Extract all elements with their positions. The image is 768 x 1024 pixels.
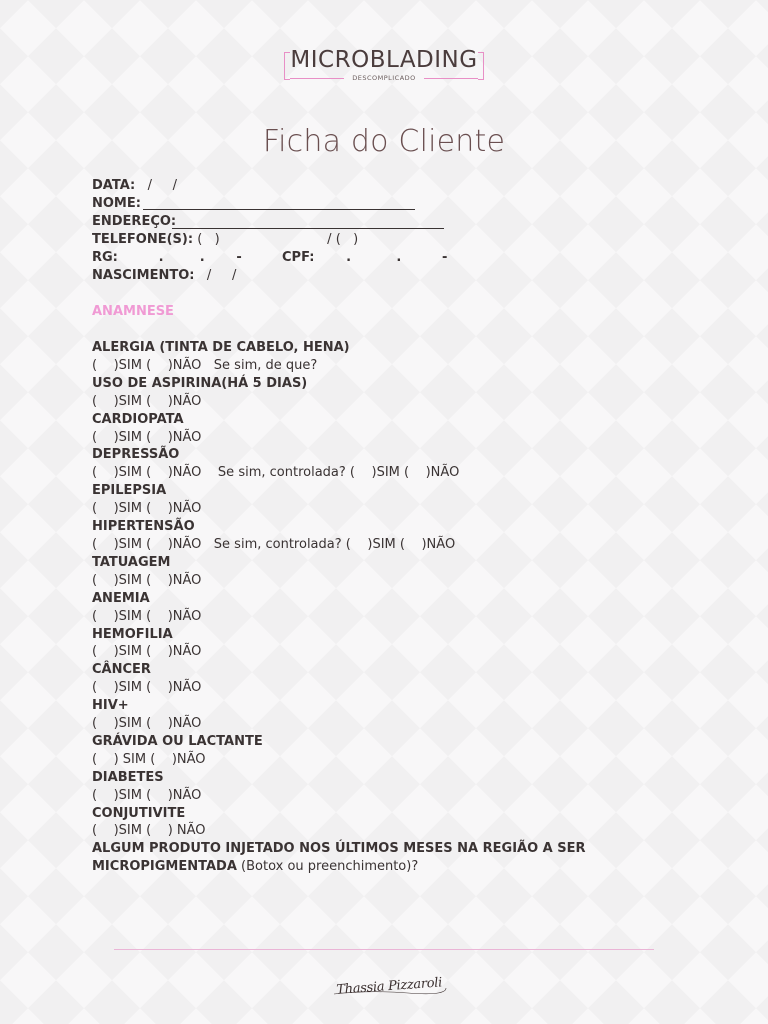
question-answer: ( )SIM ( )NÃO <box>92 501 202 517</box>
cpf-label: CPF: <box>282 250 315 265</box>
question-label: HIV+ <box>92 698 129 714</box>
logo-tagline: DESCOMPLICADO <box>352 74 416 82</box>
nome-field <box>92 195 141 212</box>
question-answer: ( )SIM ( )NÃO <box>92 680 202 696</box>
endereco-underline <box>172 228 444 229</box>
question-label: CARDIOPATA <box>92 411 184 427</box>
section-title-anamnese: ANAMNESE <box>92 304 174 319</box>
question-answer: ( )SIM ( )NÃO <box>92 608 202 624</box>
question-answer: ( )SIM ( )NÃO Se sim, controlada? ( )SIM ( )NÃO <box>92 465 460 481</box>
logo <box>284 46 484 84</box>
question-answer: ( )SIM ( ) NÃO <box>92 823 206 839</box>
question-label: CÂNCER <box>92 662 151 678</box>
data-value: / / <box>135 178 178 193</box>
question-answer: ( )SIM ( )NÃO <box>92 393 202 409</box>
final-question-line2 <box>92 858 712 876</box>
telefone-label: TELEFONE(S): <box>92 232 194 247</box>
final-question-bold: MICROPIGMENTADA <box>92 859 237 875</box>
question-label: TATUAGEM <box>92 554 171 570</box>
question-answer: ( )SIM ( )NÃO <box>92 644 202 660</box>
signature-image <box>330 962 450 1002</box>
anamnese-list <box>92 339 712 876</box>
question-label: DIABETES <box>92 769 164 785</box>
telefone-value: ( ) / ( ) <box>193 232 359 247</box>
nascimento-field <box>92 267 236 284</box>
question-label: USO DE ASPIRINA(HÁ 5 DIAS) <box>92 375 308 391</box>
question-label: ANEMIA <box>92 590 150 606</box>
question-answer: ( )SIM ( )NÃO <box>92 716 202 732</box>
logo-wordmark: MICROBLADING <box>290 47 478 73</box>
nome-underline <box>143 209 415 210</box>
footer-divider <box>114 949 654 950</box>
question-label: CONJUTIVITE <box>92 805 186 821</box>
final-question-rest: (Botox ou preenchimento)? <box>236 859 419 875</box>
question-answer: ( )SIM ( )NÃO <box>92 787 202 803</box>
rg-value: . . - <box>117 250 242 265</box>
cpf-value: . . - <box>314 250 448 265</box>
telefone-field <box>92 231 358 248</box>
svg-text:Thassia Pizzaroli: Thassia Pizzaroli <box>335 975 443 998</box>
question-label: ALERGIA (TINTA DE CABELO, HENA) <box>92 340 350 355</box>
endereco-field <box>92 213 176 230</box>
endereco-label: ENDEREÇO: <box>92 214 177 229</box>
question-answer: ( ) SIM ( )NÃO <box>92 751 206 767</box>
nome-label: NOME: <box>92 196 141 211</box>
cpf-field <box>282 249 447 266</box>
rg-field <box>92 249 242 266</box>
question-label: HEMOFILIA <box>92 626 173 642</box>
nascimento-label: NASCIMENTO: <box>92 268 195 283</box>
question-answer: ( )SIM ( )NÃO Se sim, controlada? ( )SIM ( )NÃO <box>92 536 456 552</box>
nascimento-value: / / <box>194 268 237 283</box>
question-answer: ( )SIM ( )NÃO <box>92 429 202 445</box>
question-label: HIPERTENSÃO <box>92 519 195 535</box>
data-field <box>92 177 177 194</box>
data-label: DATA: <box>92 178 136 193</box>
final-question-line1: ALGUM PRODUTO INJETADO NOS ÚLTIMOS MESES NA REGIÃO A SER <box>92 841 586 857</box>
question-label: GRÁVIDA OU LACTANTE <box>92 733 263 749</box>
question-answer: ( )SIM ( )NÃO Se sim, de que? <box>92 357 318 373</box>
question-label: EPILEPSIA <box>92 483 167 499</box>
question-answer: ( )SIM ( )NÃO <box>92 572 202 588</box>
question-label: DEPRESSÃO <box>92 447 180 463</box>
page-title: Ficha do Cliente <box>262 124 506 159</box>
rg-label: RG: <box>92 250 118 265</box>
